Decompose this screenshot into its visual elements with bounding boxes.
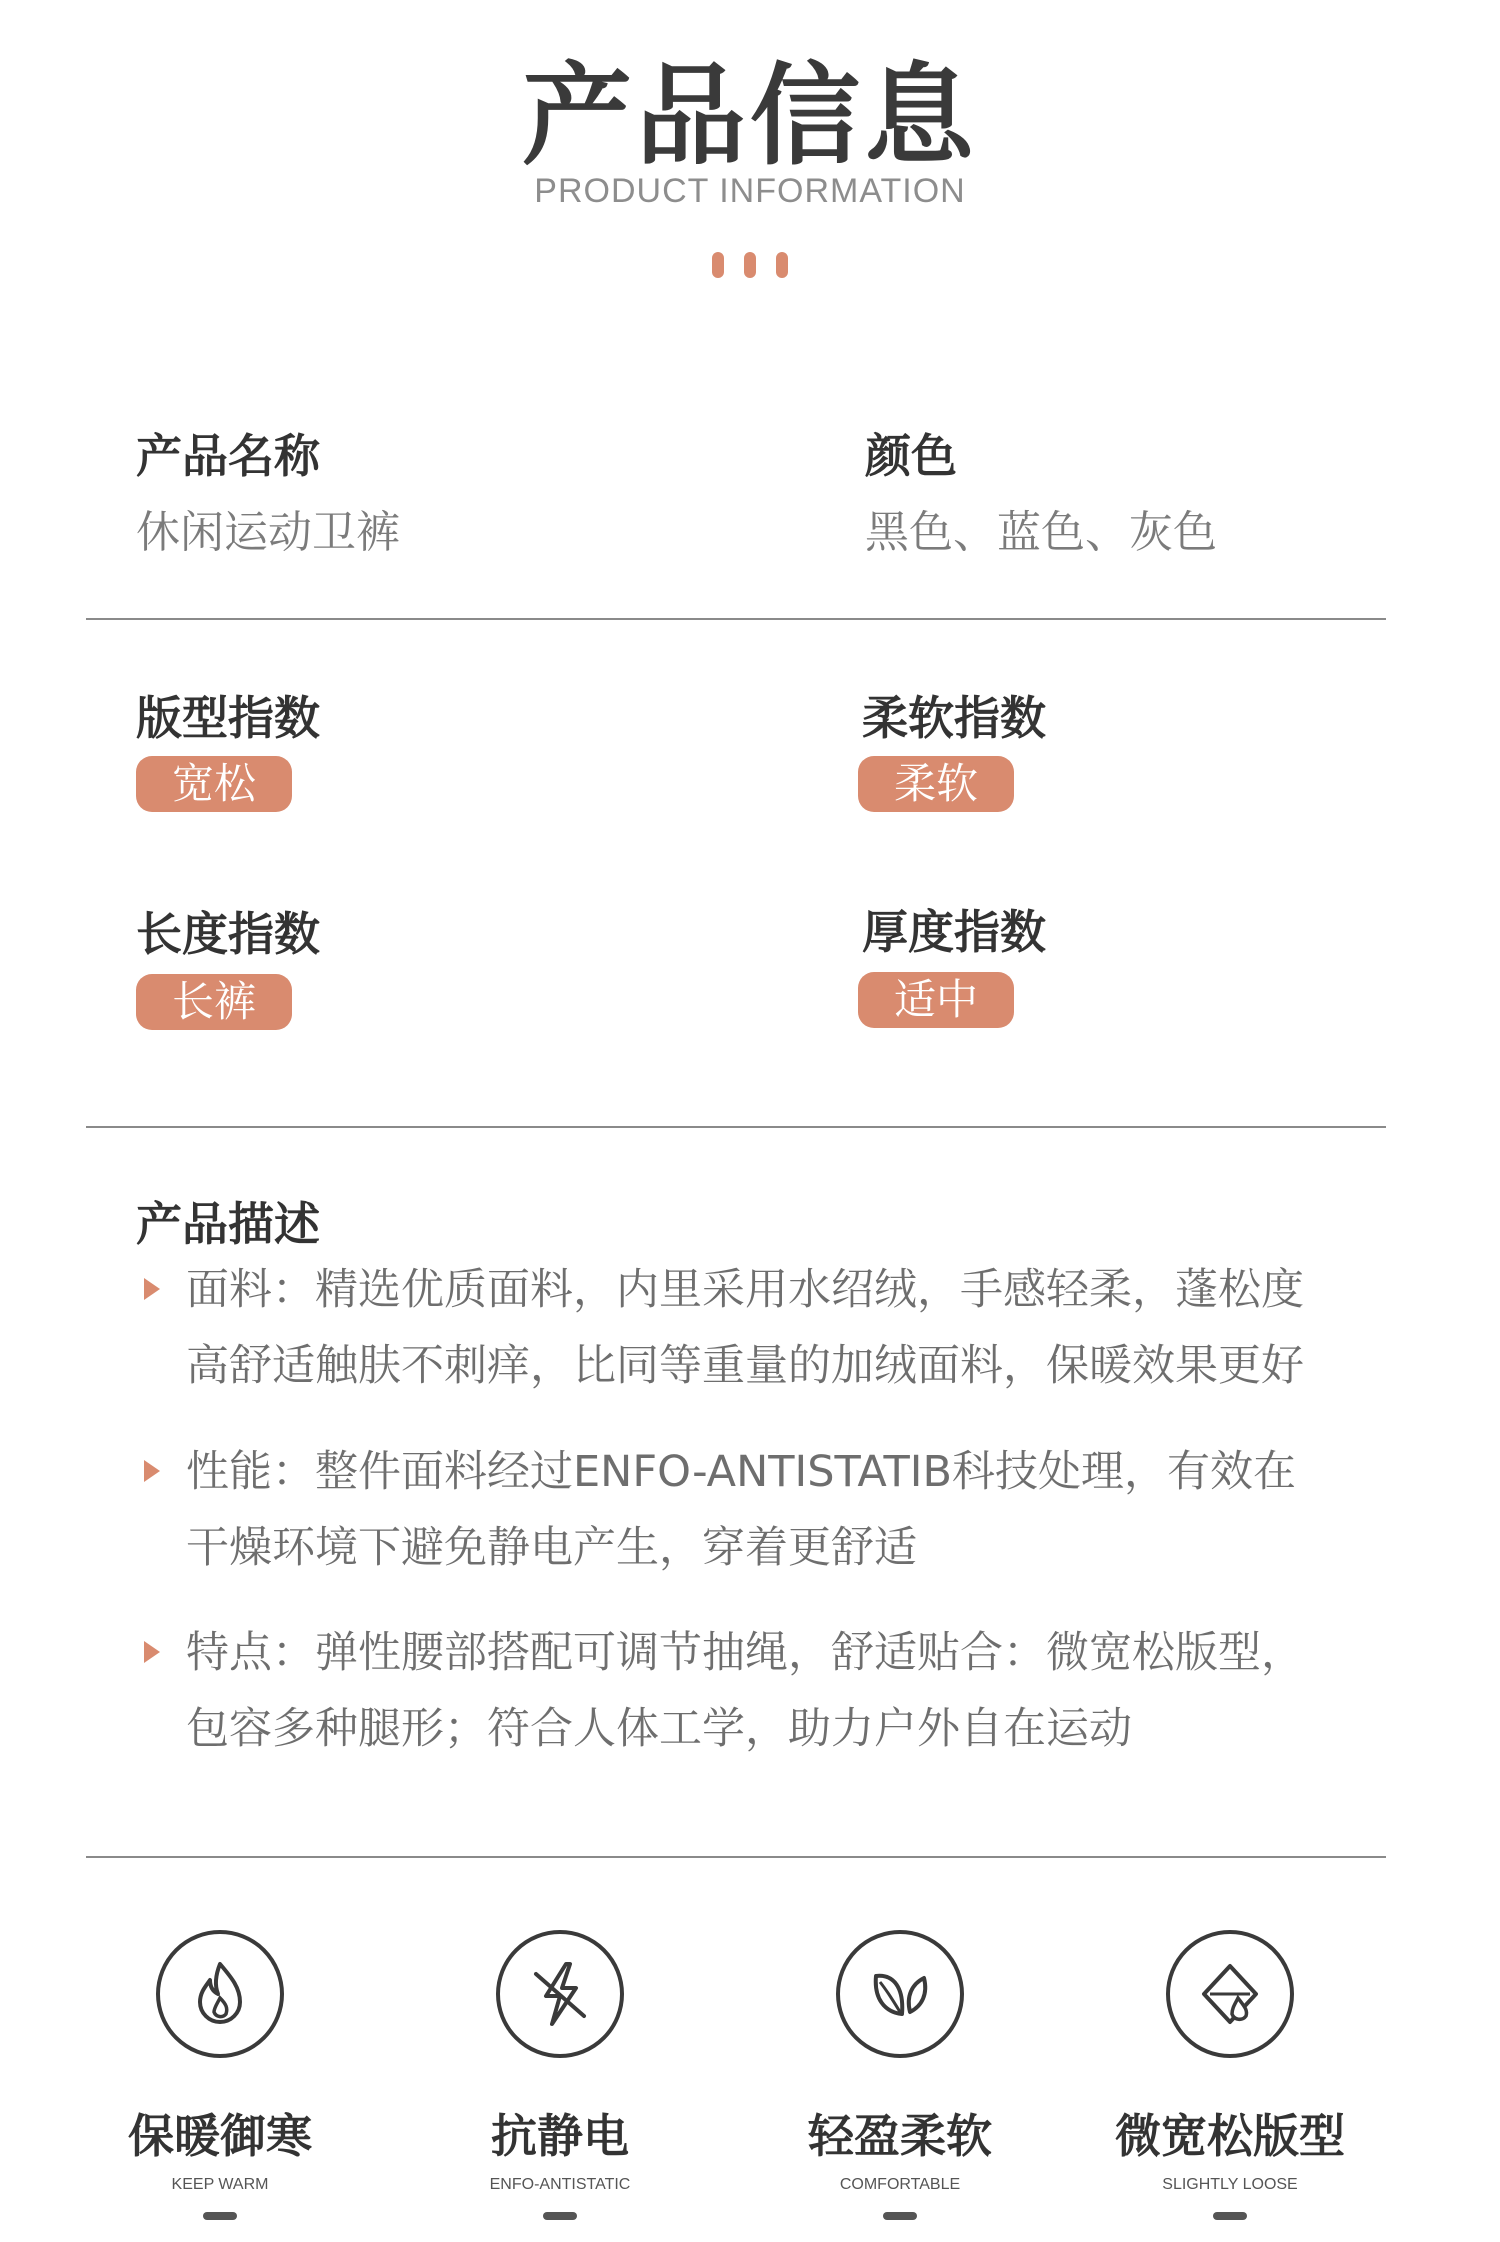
color-label: 颜色 xyxy=(865,429,957,483)
product-name-label: 产品名称 xyxy=(136,429,320,483)
color-value: 黑色、蓝色、灰色 xyxy=(865,507,1217,558)
fit-index-label: 版型指数 xyxy=(136,691,320,745)
description-item: 面料：精选优质面料，内里采用水绍绒，手感轻柔，蓬松度 高舒适触肤不刺痒，比同等重量的加绒面料，保暖效果更好 xyxy=(186,1265,1304,1391)
divider xyxy=(86,1856,1386,1858)
bullet-arrow-icon xyxy=(144,1278,160,1300)
feature-subtitle: COMFORTABLE xyxy=(839,2176,961,2193)
feature-keep-warm xyxy=(50,1930,390,2220)
feature-title: 抗静电 xyxy=(491,2109,629,2163)
feature-subtitle: SLIGHTLY LOOSE xyxy=(1162,2176,1298,2193)
feature-title: 微宽松版型 xyxy=(1115,2109,1345,2163)
divider xyxy=(86,618,1386,620)
feature-antistatic xyxy=(390,1930,730,2220)
length-index-badge: 长裤 xyxy=(136,974,292,1030)
divider xyxy=(86,1126,1386,1128)
description-item: 性能：整件面料经过ENFO-ANTISTATIB科技处理，有效在 干燥环境下避免静电产生，穿着更舒适 xyxy=(186,1447,1296,1573)
leaf-icon xyxy=(836,1930,964,2058)
length-index-label: 长度指数 xyxy=(136,907,320,961)
feature-bar xyxy=(543,2212,577,2220)
bullet-arrow-icon xyxy=(144,1460,160,1482)
fit-index-badge: 宽松 xyxy=(136,756,292,812)
feature-bar xyxy=(1213,2212,1247,2220)
feature-bar xyxy=(883,2212,917,2220)
page-title: 产品信息 xyxy=(522,52,978,180)
drop-icon xyxy=(1166,1930,1294,2058)
feature-bar xyxy=(203,2212,237,2220)
product-name-value: 休闲运动卫裤 xyxy=(136,507,400,558)
thickness-index-badge: 适中 xyxy=(858,972,1014,1028)
feature-slightly-loose xyxy=(1060,1930,1400,2220)
title-dots xyxy=(0,252,1500,278)
softness-index-label: 柔软指数 xyxy=(862,691,1046,745)
thickness-index-label: 厚度指数 xyxy=(862,905,1046,959)
bullet-arrow-icon xyxy=(144,1641,160,1663)
feature-title: 轻盈柔软 xyxy=(808,2109,992,2163)
description-item: 特点：弹性腰部搭配可调节抽绳，舒适贴合：微宽松版型， 包容多种腿形；符合人体工学，助力户外自在运动 xyxy=(186,1628,1304,1754)
description-title: 产品描述 xyxy=(136,1197,320,1251)
flame-icon xyxy=(156,1930,284,2058)
lightning-icon xyxy=(496,1930,624,2058)
feature-subtitle: KEEP WARM xyxy=(171,2176,269,2193)
page-subtitle: PRODUCT INFORMATION xyxy=(534,172,966,210)
feature-title: 保暖御寒 xyxy=(128,2109,312,2163)
feature-comfortable xyxy=(730,1930,1070,2220)
feature-subtitle: ENFO-ANTISTATIC xyxy=(489,2176,631,2193)
softness-index-badge: 柔软 xyxy=(858,756,1014,812)
